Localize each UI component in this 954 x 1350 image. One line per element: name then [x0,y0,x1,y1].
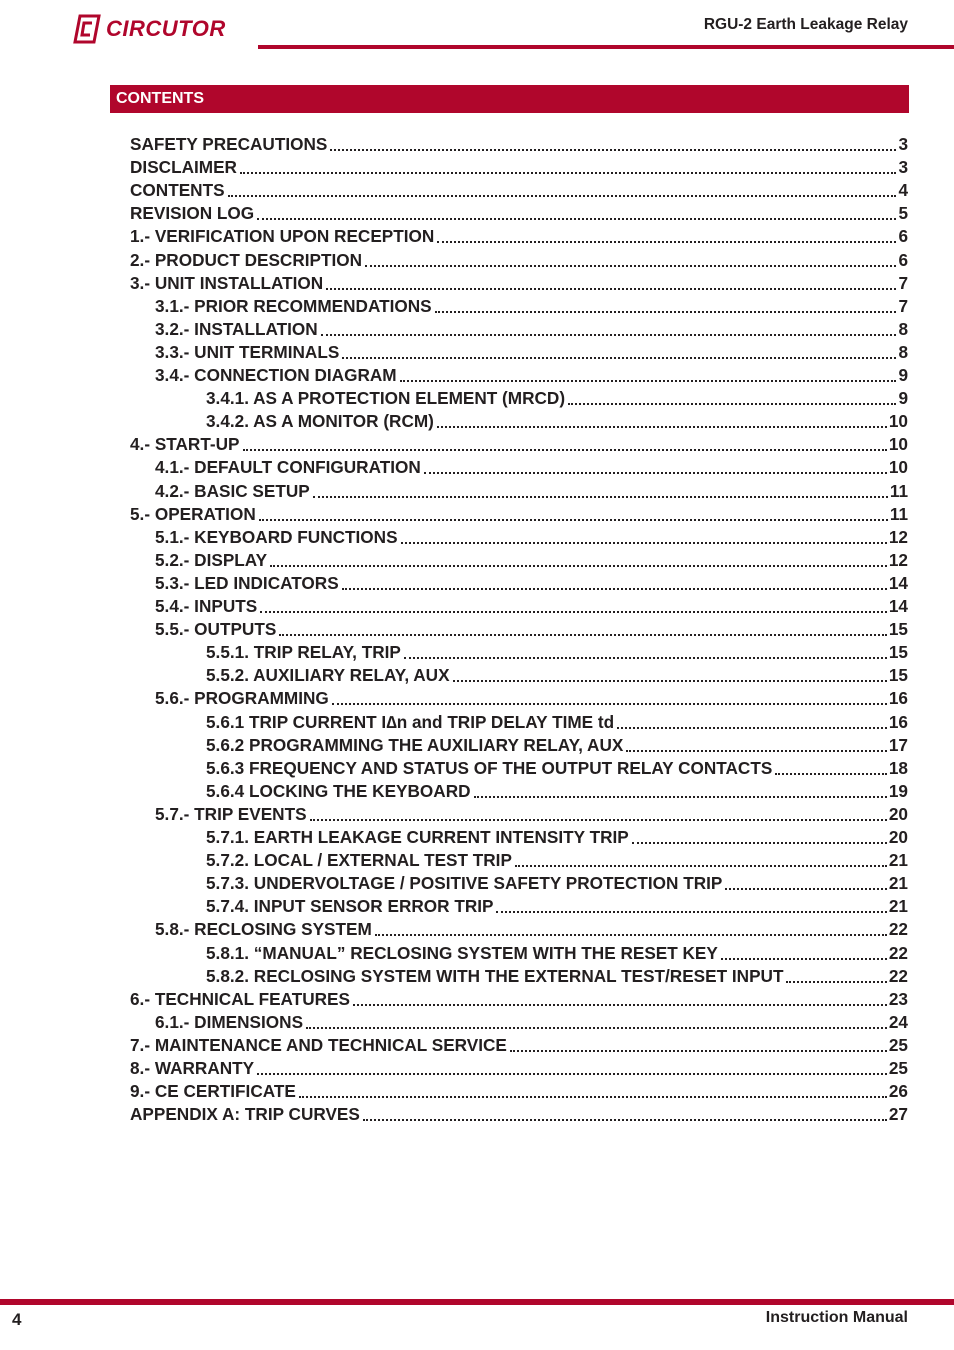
toc-entry-title: 5.6.- PROGRAMMING [155,688,329,709]
toc-entry[interactable] [155,363,908,386]
toc-entry-page: 19 [888,780,908,801]
toc-entry[interactable] [206,825,908,848]
toc-dot-leader [437,235,896,243]
toc-entry-page: 6 [898,249,908,270]
toc-dot-leader [375,928,887,936]
toc-dot-leader [243,443,887,451]
toc-entry[interactable] [155,571,908,594]
toc-entry-page: 11 [889,480,908,501]
toc-entry-page: 15 [888,665,908,686]
toc-entry-page: 6 [898,226,908,247]
toc-entry[interactable] [206,964,908,987]
toc-dot-leader [435,305,897,313]
toc-entry[interactable] [155,317,908,340]
toc-entry[interactable] [130,132,908,155]
toc-entry[interactable] [155,802,908,825]
toc-entry-page: 26 [888,1081,908,1102]
toc-entry-title: 5.4.- INPUTS [155,596,258,616]
toc-dot-leader [626,744,887,752]
toc-entry-title: 5.7.- TRIP EVENTS [155,803,307,824]
toc-dot-leader [363,1113,887,1121]
toc-entry-title: 3.2.- INSTALLATION [155,318,318,339]
toc-dot-leader [775,767,887,775]
toc-entry-title: 3.4.- CONNECTION DIAGRAM [155,365,397,385]
toc-entry[interactable] [130,502,908,525]
toc-dot-leader [725,882,887,890]
toc-entry-page: 18 [888,757,908,778]
toc-entry-title: 1.- VERIFICATION UPON RECEPTION [130,226,435,247]
document-title: RGU-2 Earth Leakage Relay [703,16,908,33]
toc-entry[interactable] [155,594,908,617]
toc-dot-leader [270,559,887,567]
toc-dot-leader [437,420,887,428]
page-number: 4 [12,1310,22,1329]
toc-entry-page: 5 [898,203,908,224]
toc-entry[interactable] [155,686,908,709]
toc-entry[interactable] [155,525,908,548]
toc-entry-title: CONTENTS [130,180,225,201]
toc-entry[interactable] [130,155,908,178]
toc-entry[interactable] [130,271,908,294]
toc-entry-title: 5.7.3. UNDERVOLTAGE / POSITIVE SAFETY PROTECTION TRIP [206,873,723,894]
toc-entry[interactable] [206,848,908,871]
toc-dot-leader [257,1067,887,1075]
toc-dot-leader [401,536,887,544]
toc-entry[interactable] [155,617,908,640]
toc-entry-title: 3.1.- PRIOR RECOMMENDATIONS [155,295,432,316]
toc-entry-title: 5.5.- OUTPUTS [155,619,277,640]
toc-entry-page: 3 [898,134,908,154]
toc-dot-leader [453,674,887,682]
toc-entry[interactable] [206,894,908,917]
toc-entry-title: REVISION LOG [130,203,255,224]
circutor-logo-icon [72,14,102,44]
toc-entry[interactable] [130,987,908,1010]
toc-dot-leader [496,905,886,913]
toc-entry[interactable] [155,455,908,478]
toc-dot-leader [332,697,887,705]
toc-entry[interactable] [206,640,908,663]
toc-entry-title: 4.2.- BASIC SETUP [155,480,310,501]
toc-dot-leader [299,1090,887,1098]
toc-entry-page: 15 [888,642,908,663]
toc-entry-page: 23 [888,988,908,1009]
circutor-logo [72,12,226,46]
toc-entry-page: 25 [888,1034,908,1055]
toc-entry-page: 20 [888,803,908,824]
toc-entry-page: 22 [888,965,908,986]
toc-dot-leader [326,282,896,290]
toc-entry-title: 4.- START-UP [130,434,240,455]
toc-dot-leader [313,490,888,498]
toc-dot-leader [404,651,887,659]
toc-entry-title: 6.1.- DIMENSIONS [155,1011,304,1032]
toc-entry[interactable] [155,1010,908,1033]
toc-entry-title: SAFETY PRECAUTIONS [130,134,328,154]
toc-entry-title: 5.5.1. TRIP RELAY, TRIP [206,642,401,663]
toc-entry-title: 5.- OPERATION [130,503,256,524]
toc-entry-page: 20 [888,827,908,847]
toc-entry-page: 21 [888,850,908,871]
toc-entry[interactable] [130,1079,908,1102]
toc-dot-leader [786,975,886,983]
toc-entry[interactable] [130,1102,908,1125]
toc-entry-page: 16 [888,711,908,732]
toc-entry-title: 5.1.- KEYBOARD FUNCTIONS [155,526,398,547]
toc-entry-page: 25 [888,1058,908,1078]
toc-entry-title: 5.6.2 PROGRAMMING THE AUXILIARY RELAY, AUX [206,734,624,755]
toc-entry-title: 5.6.1 TRIP CURRENT I∆n and TRIP DELAY TIME td [206,711,615,732]
toc-entry[interactable] [206,871,908,894]
toc-entry-title: 6.- TECHNICAL FEATURES [130,988,350,1009]
toc-dot-leader [260,605,887,613]
toc-entry-page: 12 [888,549,908,570]
toc-entry-page: 9 [898,365,908,385]
toc-entry-page: 27 [888,1104,908,1125]
toc-dot-leader [365,259,896,267]
toc-entry-title: 3.3.- UNIT TERMINALS [155,341,340,362]
toc-entry-page: 14 [888,572,908,593]
toc-dot-leader [310,813,887,821]
toc-entry-title: 5.6.3 FREQUENCY AND STATUS OF THE OUTPUT RELAY CONTACTS [206,757,773,778]
toc-entry-page: 10 [888,411,908,432]
toc-entry-title: 5.6.4 LOCKING THE KEYBOARD [206,780,471,801]
toc-entry-title: 7.- MAINTENANCE AND TECHNICAL SERVICE [130,1034,507,1055]
toc-entry-page: 22 [888,919,908,940]
brand-name: CIRCUTOR [106,16,226,41]
toc-entry-page: 14 [888,596,908,616]
toc-entry-page: 21 [888,873,908,894]
toc-entry-page: 8 [898,318,908,339]
toc-entry-title: 3.4.2. AS A MONITOR (RCM) [206,411,434,432]
toc-dot-leader [510,1044,887,1052]
toc-entry-title: 5.7.2. LOCAL / EXTERNAL TEST TRIP [206,850,512,871]
toc-entry[interactable] [206,941,908,964]
toc-entry-page: 11 [889,503,908,524]
toc-entry-page: 4 [898,180,908,201]
toc-dot-leader [342,351,896,359]
toc-entry-title: 8.- WARRANTY [130,1058,255,1078]
toc-entry[interactable] [155,294,908,317]
toc-entry[interactable] [206,779,908,802]
footer-label: Instruction Manual [765,1309,908,1326]
toc-dot-leader [568,397,896,405]
toc-entry-title: 5.3.- LED INDICATORS [155,572,339,593]
toc-entry-page: 10 [888,434,908,455]
toc-entry-title: 5.7.1. EARTH LEAKAGE CURRENT INTENSITY TRIP [206,827,629,847]
section-title: CONTENTS [116,90,204,107]
toc-dot-leader [632,836,887,844]
toc-dot-leader [424,466,887,474]
toc-entry-title: DISCLAIMER [130,157,237,178]
toc-entry[interactable] [206,733,908,756]
toc-entry-title: 3.4.1. AS A PROTECTION ELEMENT (MRCD) [206,388,566,409]
toc-dot-leader [306,1021,887,1029]
toc-entry-page: 9 [898,388,908,409]
toc-entry-page: 7 [898,295,908,316]
toc-entry[interactable] [130,1033,908,1056]
toc-entry[interactable] [130,248,908,271]
toc-entry-title: 2.- PRODUCT DESCRIPTION [130,249,363,270]
toc-entry-title: 9.- CE CERTIFICATE [130,1081,296,1102]
toc-entry[interactable] [155,340,908,363]
toc-dot-leader [257,212,896,220]
toc-dot-leader [240,166,896,174]
toc-entry[interactable] [155,479,908,502]
toc-entry-page: 15 [888,619,908,640]
toc-entry-page: 7 [898,272,908,293]
toc-entry[interactable] [130,1056,908,1079]
toc-entry[interactable] [130,201,908,224]
toc-entry-title: 5.5.2. AUXILIARY RELAY, AUX [206,665,450,686]
toc-dot-leader [228,189,897,197]
toc-entry-page: 3 [898,157,908,178]
toc-entry[interactable] [206,663,908,686]
toc-dot-leader [353,998,887,1006]
toc-dot-leader [330,143,896,151]
toc-entry-title: 5.8.2. RECLOSING SYSTEM WITH THE EXTERNAL TEST/RESET INPUT [206,965,784,986]
toc-dot-leader [321,328,897,336]
footer-divider [0,1299,954,1305]
toc-dot-leader [400,374,897,382]
toc-entry-page: 24 [888,1011,908,1032]
toc-entry-title: 5.8.- RECLOSING SYSTEM [155,919,372,940]
toc-entry[interactable] [130,178,908,201]
toc-dot-leader [515,859,887,867]
toc-dot-leader [617,721,887,729]
toc-entry-page: 21 [888,896,908,917]
toc-entry[interactable] [155,917,908,940]
toc-entry[interactable] [130,432,908,455]
toc-entry[interactable] [130,224,908,247]
toc-entry[interactable] [155,548,908,571]
toc-entry-title: 5.8.1. “MANUAL” RECLOSING SYSTEM WITH THE RESET KEY [206,942,718,963]
toc-entry[interactable] [206,756,908,779]
toc-entry-title: 5.2.- DISPLAY [155,549,268,570]
toc-entry-title: APPENDIX A: TRIP CURVES [130,1104,360,1125]
section-title-bar [110,85,909,113]
toc-dot-leader [721,952,887,960]
toc-entry-page: 12 [888,526,908,547]
toc-entry[interactable] [206,409,908,432]
toc-entry-page: 16 [888,688,908,709]
toc-dot-leader [342,582,887,590]
toc-entry-page: 8 [898,341,908,362]
toc-entry-page: 22 [888,942,908,963]
toc-entry-title: 5.7.4. INPUT SENSOR ERROR TRIP [206,896,494,917]
toc-dot-leader [474,790,887,798]
toc-entry[interactable] [206,386,908,409]
toc-entry[interactable] [206,710,908,733]
toc-entry-title: 4.1.- DEFAULT CONFIGURATION [155,457,421,478]
toc-entry-title: 3.- UNIT INSTALLATION [130,272,324,293]
toc-dot-leader [259,513,888,521]
toc-dot-leader [279,628,887,636]
toc-entry-page: 10 [888,457,908,478]
toc-entry-page: 17 [888,734,908,755]
header-divider [258,45,954,49]
